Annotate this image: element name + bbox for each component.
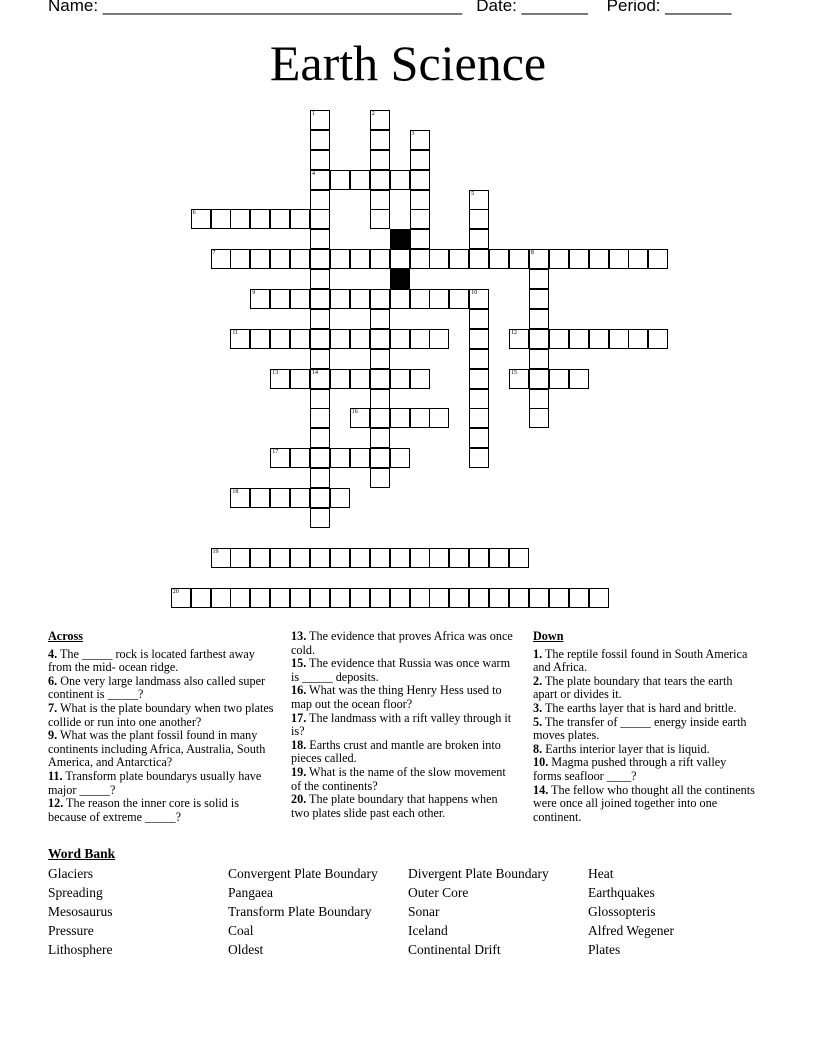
grid-cell[interactable] xyxy=(589,249,609,269)
grid-cell[interactable] xyxy=(370,428,390,448)
clue-number-label: 1. xyxy=(533,646,543,661)
grid-cell[interactable] xyxy=(529,249,549,269)
grid-cell[interactable] xyxy=(290,369,310,389)
clue-number: 20 xyxy=(172,588,179,595)
grid-cell[interactable] xyxy=(469,329,489,349)
word-bank-entry: Alfred Wegener xyxy=(588,923,674,938)
grid-cell[interactable] xyxy=(469,229,489,249)
grid-cell[interactable] xyxy=(350,170,370,190)
grid-cell[interactable] xyxy=(270,588,290,608)
grid-cell[interactable] xyxy=(370,190,390,210)
clue-text: Earths crust and mantle are broken into pieces called. xyxy=(291,737,501,766)
grid-cell[interactable] xyxy=(390,588,410,608)
word-bank-entry: Lithosphere xyxy=(48,942,113,957)
clue-number-label: 10. xyxy=(533,755,549,770)
black-cell xyxy=(390,269,410,289)
grid-cell[interactable] xyxy=(310,269,330,289)
clue-text: The evidence that Russia was once warm is _____ deposits. xyxy=(291,656,511,684)
grid-cell[interactable] xyxy=(310,289,330,309)
grid-cell[interactable] xyxy=(529,369,549,389)
grid-cell[interactable] xyxy=(270,329,290,349)
clue-number: 10 xyxy=(471,290,478,296)
clue-number: 18 xyxy=(232,489,239,495)
grid-cell[interactable] xyxy=(469,448,489,468)
grid-cell[interactable] xyxy=(211,548,231,568)
grid-cell[interactable] xyxy=(290,329,310,349)
word-bank-entry: Plates xyxy=(588,942,621,957)
word-bank-entry: Convergent Plate Boundary xyxy=(228,866,378,881)
clue-number: 1 xyxy=(312,110,315,117)
grid-cell[interactable] xyxy=(370,408,390,428)
grid-cell[interactable] xyxy=(310,488,330,508)
grid-cell[interactable] xyxy=(469,389,489,409)
clue-text: Transform plate boundarys usually have major _____? xyxy=(48,768,262,797)
grid-cell[interactable] xyxy=(230,548,250,568)
clue-item xyxy=(291,793,515,820)
grid-cell[interactable] xyxy=(449,289,469,309)
word-bank-title: Word Bank xyxy=(48,846,116,861)
grid-cell[interactable] xyxy=(370,369,390,389)
grid-cell[interactable] xyxy=(569,329,589,349)
grid-cell[interactable] xyxy=(250,329,270,349)
grid-cell[interactable] xyxy=(310,408,330,428)
grid-cell[interactable] xyxy=(370,170,390,190)
grid-cell[interactable] xyxy=(310,508,330,528)
grid-cell[interactable] xyxy=(350,289,370,309)
clue-text: What was the thing Henry Hess used to map out the ocean floor? xyxy=(291,683,502,711)
grid-cell[interactable] xyxy=(529,588,549,608)
grid-cell[interactable] xyxy=(310,130,330,150)
grid-cell[interactable] xyxy=(310,329,330,349)
grid-cell[interactable] xyxy=(469,588,489,608)
grid-cell[interactable] xyxy=(469,369,489,389)
grid-cell[interactable] xyxy=(290,249,310,269)
clue-item xyxy=(533,756,755,783)
grid-cell[interactable] xyxy=(250,488,270,508)
grid-cell[interactable] xyxy=(330,369,350,389)
grid-cell[interactable] xyxy=(270,369,290,389)
grid-cell[interactable] xyxy=(509,329,529,349)
clue-item xyxy=(48,770,280,797)
grid-cell[interactable] xyxy=(250,289,270,309)
grid-cell[interactable] xyxy=(350,249,370,269)
grid-cell[interactable] xyxy=(310,369,330,389)
grid-cell[interactable] xyxy=(330,448,350,468)
grid-cell[interactable] xyxy=(589,588,609,608)
grid-cell[interactable] xyxy=(429,329,449,349)
grid-cell[interactable] xyxy=(469,289,489,309)
grid-cell[interactable] xyxy=(390,289,410,309)
grid-cell[interactable] xyxy=(250,209,270,229)
clue-number-label: 2. xyxy=(533,673,543,688)
clue-number-label: 7. xyxy=(48,700,58,715)
clue-text: The _____ rock is located farthest away from the mid- ocean ridge. xyxy=(48,646,255,675)
grid-cell[interactable] xyxy=(350,369,370,389)
grid-cell[interactable] xyxy=(230,588,250,608)
grid-cell[interactable] xyxy=(569,369,589,389)
grid-cell[interactable] xyxy=(330,488,350,508)
clue-item xyxy=(291,712,515,739)
grid-cell[interactable] xyxy=(310,150,330,170)
grid-cell[interactable] xyxy=(370,588,390,608)
clue-number: 19 xyxy=(212,548,219,555)
grid-cell[interactable] xyxy=(310,309,330,329)
grid-cell[interactable] xyxy=(250,548,270,568)
word-bank-entry: Oldest xyxy=(228,942,264,957)
word-bank-entry: Glossopteris xyxy=(588,904,656,919)
word-bank-entry: Iceland xyxy=(408,923,448,938)
clue-text: The landmass with a rift valley through it is? xyxy=(291,710,512,739)
grid-cell[interactable] xyxy=(230,488,250,508)
word-bank-entry: Pangaea xyxy=(228,885,273,900)
grid-cell[interactable] xyxy=(569,249,589,269)
grid-cell[interactable] xyxy=(609,249,629,269)
clue-item xyxy=(48,797,280,824)
grid-cell[interactable] xyxy=(250,588,270,608)
grid-cell[interactable] xyxy=(549,329,569,349)
grid-cell[interactable] xyxy=(330,249,350,269)
grid-cell[interactable] xyxy=(429,548,449,568)
grid-cell[interactable] xyxy=(549,588,569,608)
grid-cell[interactable] xyxy=(429,588,449,608)
clue-item xyxy=(533,702,755,716)
grid-cell[interactable] xyxy=(310,468,330,488)
word-bank-entry: Spreading xyxy=(48,885,103,900)
clue-item xyxy=(291,766,515,793)
grid-cell[interactable] xyxy=(489,249,509,269)
grid-cell[interactable] xyxy=(350,408,370,428)
grid-cell[interactable] xyxy=(410,229,430,249)
clue-number-label: 16. xyxy=(291,683,307,698)
clue-text: What was the plant fossil found in many continents including Africa, Australia, South America, and Antarctica? xyxy=(48,728,266,770)
grid-cell[interactable] xyxy=(230,209,250,229)
clue-item xyxy=(48,648,280,675)
grid-cell[interactable] xyxy=(410,130,430,150)
grid-cell[interactable] xyxy=(410,289,430,309)
grid-cell[interactable] xyxy=(648,249,668,269)
clue-item xyxy=(291,630,515,657)
clue-text: Magma pushed through a rift valley forms seafloor ____? xyxy=(533,755,727,783)
across-heading: Across xyxy=(48,629,83,643)
grid-cell[interactable] xyxy=(390,249,410,269)
clue-number-label: 15. xyxy=(291,656,307,671)
clue-number: 12 xyxy=(511,329,517,336)
grid-cell[interactable] xyxy=(609,329,629,349)
grid-cell[interactable] xyxy=(310,349,330,369)
clue-number: 17 xyxy=(272,449,279,456)
grid-cell[interactable] xyxy=(370,249,390,269)
clue-number: 11 xyxy=(232,329,239,336)
grid-cell[interactable] xyxy=(370,329,390,349)
grid-cell[interactable] xyxy=(410,369,430,389)
clue-number: 15 xyxy=(511,369,517,376)
grid-cell[interactable] xyxy=(410,329,430,349)
grid-cell[interactable] xyxy=(310,448,330,468)
grid-cell[interactable] xyxy=(529,289,549,309)
word-bank-entry: Earthquakes xyxy=(588,885,655,900)
word-bank-entry: Outer Core xyxy=(408,885,469,900)
grid-cell[interactable] xyxy=(270,548,290,568)
clue-text: What is the plate boundary when two plates collide or run into one another? xyxy=(48,700,274,729)
grid-cell[interactable] xyxy=(469,548,489,568)
clue-item xyxy=(533,716,755,743)
grid-cell[interactable] xyxy=(310,110,330,130)
grid-cell[interactable] xyxy=(489,548,509,568)
word-bank-entry: Heat xyxy=(588,866,614,881)
word-bank-entry: Transform Plate Boundary xyxy=(228,904,372,919)
grid-cell[interactable] xyxy=(549,249,569,269)
clue-item xyxy=(533,743,755,757)
grid-cell[interactable] xyxy=(370,289,390,309)
grid-cell[interactable] xyxy=(449,249,469,269)
grid-cell[interactable] xyxy=(429,249,449,269)
grid-cell[interactable] xyxy=(370,548,390,568)
clue-text: The reason the inner core is solid is because of extreme _____? xyxy=(48,796,240,824)
grid-cell[interactable] xyxy=(270,209,290,229)
grid-cell[interactable] xyxy=(191,588,211,608)
grid-cell[interactable] xyxy=(390,408,410,428)
clue-number-label: 4. xyxy=(48,646,58,661)
grid-cell[interactable] xyxy=(191,209,211,229)
grid-cell[interactable] xyxy=(310,209,330,229)
grid-cell[interactable] xyxy=(469,249,489,269)
clue-number: 14 xyxy=(312,369,318,376)
clue-number: 2 xyxy=(371,110,375,117)
grid-cell[interactable] xyxy=(410,170,430,190)
grid-cell[interactable] xyxy=(529,389,549,409)
clue-number-label: 13. xyxy=(291,629,307,643)
grid-cell[interactable] xyxy=(211,588,231,608)
word-bank-entry: Mesosaurus xyxy=(48,904,113,919)
grid-cell[interactable] xyxy=(390,448,410,468)
grid-cell[interactable] xyxy=(370,389,390,409)
student-info-line: Name: ______________________________________ Date: _______ Period: _______ xyxy=(48,0,732,15)
grid-cell[interactable] xyxy=(290,289,310,309)
grid-cell[interactable] xyxy=(469,190,489,210)
grid-cell[interactable] xyxy=(370,448,390,468)
clue-number: 7 xyxy=(212,250,216,257)
grid-cell[interactable] xyxy=(529,408,549,428)
grid-cell[interactable] xyxy=(270,488,290,508)
grid-cell[interactable] xyxy=(469,408,489,428)
clue-number-label: 11. xyxy=(48,768,63,783)
clue-number-label: 5. xyxy=(533,714,543,729)
black-cell xyxy=(390,229,410,249)
grid-cell[interactable] xyxy=(270,289,290,309)
grid-cell[interactable] xyxy=(310,389,330,409)
grid-cell[interactable] xyxy=(270,249,290,269)
clue-number-label: 17. xyxy=(291,710,307,725)
grid-cell[interactable] xyxy=(370,468,390,488)
clue-text: The evidence that proves Africa was once cold. xyxy=(291,629,513,657)
grid-cell[interactable] xyxy=(350,588,370,608)
grid-cell[interactable] xyxy=(370,209,390,229)
grid-cell[interactable] xyxy=(290,488,310,508)
clue-item xyxy=(48,702,280,729)
clue-number: 5 xyxy=(471,190,475,197)
grid-cell[interactable] xyxy=(290,448,310,468)
grid-cell[interactable] xyxy=(549,369,569,389)
clue-number-label: 6. xyxy=(48,673,58,688)
grid-cell[interactable] xyxy=(370,349,390,369)
clue-number: 13 xyxy=(272,369,279,376)
grid-cell[interactable] xyxy=(211,249,231,269)
grid-cell[interactable] xyxy=(310,190,330,210)
grid-cell[interactable] xyxy=(310,548,330,568)
clue-number-label: 12. xyxy=(48,796,64,811)
across-clues-column-1 xyxy=(48,630,280,824)
clue-number: 9 xyxy=(252,290,256,296)
grid-cell[interactable] xyxy=(370,130,390,150)
clue-number: 8 xyxy=(530,250,534,257)
grid-cell[interactable] xyxy=(429,408,449,428)
grid-cell[interactable] xyxy=(469,309,489,329)
grid-cell[interactable] xyxy=(429,289,449,309)
grid-cell[interactable] xyxy=(509,548,529,568)
clue-number: 6 xyxy=(192,210,196,217)
grid-cell[interactable] xyxy=(449,588,469,608)
grid-cell[interactable] xyxy=(290,588,310,608)
clue-text: The reptile fossil found in South America and Africa. xyxy=(533,646,748,675)
grid-cell[interactable] xyxy=(390,369,410,389)
grid-cell[interactable] xyxy=(469,209,489,229)
grid-cell[interactable] xyxy=(171,588,191,608)
grid-cell[interactable] xyxy=(529,309,549,329)
grid-cell[interactable] xyxy=(489,588,509,608)
grid-cell[interactable] xyxy=(390,329,410,349)
clue-item xyxy=(533,784,755,825)
grid-cell[interactable] xyxy=(509,249,529,269)
clue-number-label: 19. xyxy=(291,764,307,779)
grid-cell[interactable] xyxy=(310,428,330,448)
clue-item xyxy=(291,739,515,766)
grid-cell[interactable] xyxy=(509,588,529,608)
clue-number-label: 8. xyxy=(533,741,543,756)
clue-item xyxy=(533,675,755,702)
clue-number: 4 xyxy=(312,170,315,177)
down-clues-column xyxy=(533,630,755,824)
grid-cell[interactable] xyxy=(310,229,330,249)
grid-cell[interactable] xyxy=(410,190,430,210)
clue-item xyxy=(533,648,755,675)
across-clues-column-2 xyxy=(291,630,515,820)
grid-cell[interactable] xyxy=(310,170,330,190)
clue-text: What is the name of the slow movement of the continents? xyxy=(291,764,506,793)
clue-item xyxy=(291,657,515,684)
grid-cell[interactable] xyxy=(628,249,648,269)
grid-cell[interactable] xyxy=(270,448,290,468)
grid-cell[interactable] xyxy=(330,329,350,349)
grid-cell[interactable] xyxy=(370,150,390,170)
grid-cell[interactable] xyxy=(410,209,430,229)
clue-number: 16 xyxy=(351,409,358,416)
grid-cell[interactable] xyxy=(230,249,250,269)
grid-cell[interactable] xyxy=(410,588,430,608)
grid-cell[interactable] xyxy=(410,150,430,170)
grid-cell[interactable] xyxy=(410,548,430,568)
word-bank-entry: Coal xyxy=(228,923,254,938)
clue-number-label: 9. xyxy=(48,728,58,743)
clue-text: The plate boundary that tears the earth apart or divides it. xyxy=(533,673,733,702)
grid-cell[interactable] xyxy=(290,209,310,229)
grid-cell[interactable] xyxy=(230,329,250,349)
clue-text: The earths layer that is hard and brittle. xyxy=(542,700,737,715)
grid-cell[interactable] xyxy=(350,329,370,349)
word-bank-entry: Glaciers xyxy=(48,866,93,881)
grid-cell[interactable] xyxy=(390,548,410,568)
grid-cell[interactable] xyxy=(350,448,370,468)
grid-cell[interactable] xyxy=(330,588,350,608)
clue-number-label: 3. xyxy=(533,700,543,715)
grid-cell[interactable] xyxy=(529,269,549,289)
grid-cell[interactable] xyxy=(509,369,529,389)
grid-cell[interactable] xyxy=(529,349,549,369)
clue-item xyxy=(291,684,515,711)
grid-cell[interactable] xyxy=(569,588,589,608)
grid-cell[interactable] xyxy=(370,110,390,130)
grid-cell[interactable] xyxy=(330,289,350,309)
word-bank-entry: Divergent Plate Boundary xyxy=(408,866,549,881)
clue-number-label: 18. xyxy=(291,737,307,752)
grid-cell[interactable] xyxy=(250,249,270,269)
grid-cell[interactable] xyxy=(469,428,489,448)
clue-item xyxy=(48,729,280,770)
grid-cell[interactable] xyxy=(330,548,350,568)
grid-cell[interactable] xyxy=(370,309,390,329)
grid-cell[interactable] xyxy=(330,170,350,190)
grid-cell[interactable] xyxy=(628,329,648,349)
down-heading: Down xyxy=(533,629,564,643)
word-bank-entry: Sonar xyxy=(408,904,440,919)
word-bank-entry: Pressure xyxy=(48,923,94,938)
clue-text: The plate boundary that happens when two plates slide past each other. xyxy=(291,792,498,820)
clue-text: One very large landmass also called super continent is _____? xyxy=(48,673,266,702)
page-title: Earth Science xyxy=(269,35,547,91)
grid-cell[interactable] xyxy=(310,249,330,269)
grid-cell[interactable] xyxy=(410,249,430,269)
grid-cell[interactable] xyxy=(310,588,330,608)
clue-number-label: 20. xyxy=(291,792,307,807)
grid-cell[interactable] xyxy=(410,408,430,428)
grid-cell[interactable] xyxy=(350,548,370,568)
grid-cell[interactable] xyxy=(290,548,310,568)
grid-cell[interactable] xyxy=(648,329,668,349)
grid-cell[interactable] xyxy=(469,349,489,369)
word-bank-entry: Continental Drift xyxy=(408,942,501,957)
clue-number-label: 14. xyxy=(533,782,549,797)
clue-text: The fellow who thought all the continents were once all joined together into one continent. xyxy=(533,782,755,824)
grid-cell[interactable] xyxy=(589,329,609,349)
clue-number: 3 xyxy=(411,130,415,137)
grid-cell[interactable] xyxy=(449,548,469,568)
grid-cell[interactable] xyxy=(211,209,231,229)
clue-item xyxy=(48,675,280,702)
clue-text: Earths interior layer that is liquid. xyxy=(542,741,710,756)
grid-cell[interactable] xyxy=(529,329,549,349)
grid-cell[interactable] xyxy=(390,170,410,190)
clue-text: The transfer of _____ energy inside earth moves plates. xyxy=(533,714,747,743)
